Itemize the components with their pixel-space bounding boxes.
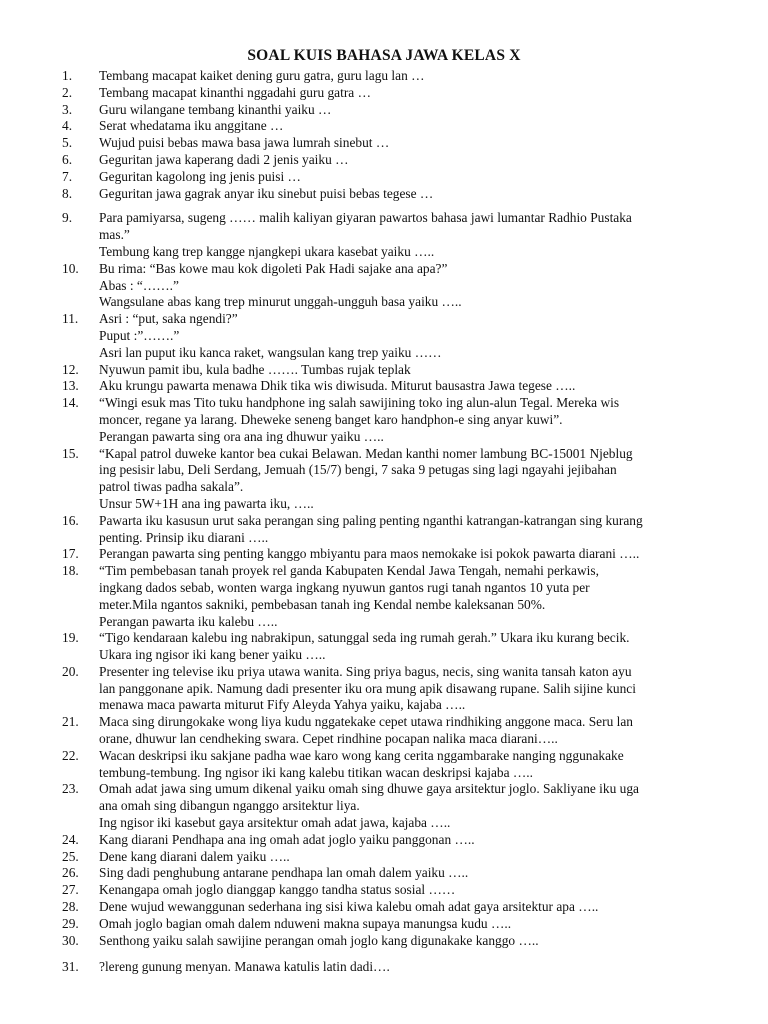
question-text-line: meter.Mila ngantos sakniki, pembebasan tanah ing Kendal nembe kaleksanan 50%.: [99, 596, 546, 612]
question-text-line: Asri : “put, saka ngendi?”: [99, 311, 238, 327]
question-text-line: Tembung kang trep kangge njangkepi ukara kasebat yaiku …..: [99, 243, 435, 259]
question-item: [0, 68, 719, 85]
question-text-line: Maca sing dirungokake wong liya kudu nggatekake cepet utawa rindhiking anggone maca. Seru lan: [99, 714, 633, 730]
question-text-line: Senthong yaiku salah sawijine perangan omah joglo kang digunakake kanggo …..: [99, 932, 539, 948]
question-item: [0, 102, 719, 119]
question-text-line: ana omah sing dibangun nganggo arsitektur liya.: [99, 798, 360, 814]
question-number: 23.: [62, 781, 79, 797]
question-text-line: Dene kang diarani dalem yaiku …..: [99, 848, 290, 864]
question-number: 4.: [62, 118, 73, 134]
question-list: [0, 68, 768, 976]
question-text-line: Kang diarani Pendhapa ana ing omah adat joglo yaiku panggonan …..: [99, 831, 475, 847]
question-text-line: “Wingi esuk mas Tito tuku handphone ing salah sawijining toko ing alun-alun Tegal. Mereka wis: [99, 395, 620, 411]
question-text-line: “Kapal patrol duweke kantor bea cukai Belawan. Medan kanthi nomer lambung BC-15001 Njeblug: [99, 445, 633, 461]
question-number: 14.: [62, 395, 79, 411]
question-item: [0, 563, 719, 630]
question-text-line: Ing ngisor iki kasebut gaya arsitektur omah adat jawa, kajaba …..: [99, 815, 451, 831]
question-item: [0, 261, 719, 311]
question-text-line: penting. Prinsip iku diarani …..: [99, 529, 269, 545]
question-item: [0, 395, 719, 445]
question-item: [0, 933, 719, 950]
question-text-line: orane, dhuwur lan cendheking swara. Cepet rindhine pocapan nalika maca diarani…..: [99, 731, 558, 747]
question-text-line: Asri lan puput iku kanca raket, wangsulan kang trep yaiku ……: [99, 344, 442, 360]
question-item: [0, 781, 719, 831]
question-text-line: tembung-tembung. Ing ngisor iki kang kalebu titikan wacan deskripsi kajaba …..: [99, 764, 533, 780]
question-number: 31.: [62, 959, 79, 975]
question-number: 6.: [62, 151, 73, 167]
question-text-line: Geguritan jawa gagrak anyar iku sinebut puisi bebas tegese …: [99, 185, 434, 201]
question-item: [0, 118, 719, 135]
question-text-line: menawa maca pawarta miturut Fify Aleyda Yahya yaiku, kajaba …..: [99, 697, 466, 713]
question-number: 16.: [62, 512, 79, 528]
question-text-line: Puput :”…….”: [99, 327, 180, 343]
question-text-line: moncer, regane ya larang. Dheweke seneng banget karo handphon-e sing anyar kuwi”.: [99, 411, 563, 427]
question-item: [0, 169, 719, 186]
question-text-line: Tembang macapat kinanthi nggadahi guru gatra …: [99, 84, 371, 100]
question-number: 29.: [62, 915, 79, 931]
question-item: [0, 748, 719, 782]
question-number: 26.: [62, 865, 79, 881]
question-item: [0, 311, 719, 361]
question-text-line: Wacan deskripsi iku sakjane padha wae karo wong kang cerita nggambarake nanging nggunakake: [99, 747, 624, 763]
question-number: 17.: [62, 546, 79, 562]
question-number: 22.: [62, 747, 79, 763]
question-number: 13.: [62, 378, 79, 394]
question-text-line: Para pamiyarsa, sugeng …… malih kaliyan giyaran pawartos bahasa jawi lumantar Radhio Pustaka: [99, 210, 632, 226]
question-item: [0, 899, 719, 916]
document-title: SOAL KUIS BAHASA JAWA KELAS X: [247, 47, 521, 64]
question-item: [0, 446, 719, 513]
question-text-line: Geguritan jawa kaperang dadi 2 jenis yaiku …: [99, 151, 349, 167]
question-number: 12.: [62, 361, 79, 377]
question-number: 30.: [62, 932, 79, 948]
question-number: 2.: [62, 84, 73, 100]
question-text-line: Guru wilangane tembang kinanthi yaiku …: [99, 101, 332, 117]
question-number: 25.: [62, 848, 79, 864]
question-text-line: Wangsulane abas kang trep minurut unggah-ungguh basa yaiku …..: [99, 294, 462, 310]
question-text-line: ing pesisir labu, Deli Serdang, Jemuah (15/7) bengi, 7 saka 9 petugas sing lagi ngayahi jejibahan: [99, 462, 617, 478]
question-item: [0, 882, 719, 899]
question-number: 1.: [62, 68, 73, 83]
question-text-line: Nyuwun pamit ibu, kula badhe ……. Tumbas rujak teplak: [99, 361, 411, 377]
question-item: [0, 152, 719, 169]
question-number: 15.: [62, 445, 79, 461]
question-number: 28.: [62, 899, 79, 915]
question-number: 18.: [62, 563, 79, 579]
question-item: [0, 186, 719, 203]
question-text-line: Serat whedatama iku anggitane …: [99, 118, 284, 134]
question-text-line: ?lereng gunung menyan. Manawa katulis latin dadi….: [99, 959, 390, 975]
question-item: [0, 85, 719, 102]
question-item: [0, 916, 719, 933]
question-item: [0, 135, 719, 152]
question-text-line: Geguritan kagolong ing jenis puisi …: [99, 168, 301, 184]
question-item: [0, 546, 719, 563]
question-text-line: “Tigo kendaraan kalebu ing nabrakipun, satunggal seda ing rumah gerah.” Ukara iku kurang becik.: [99, 630, 630, 646]
question-number: 9.: [62, 210, 73, 226]
question-text-line: Sing dadi penghubung antarane pendhapa lan omah dalem yaiku …..: [99, 865, 469, 881]
question-text-line: Presenter ing televise iku priya utawa wanita. Sing priya bagus, necis, sing wanita tansah katon ayu: [99, 663, 632, 679]
question-text-line: Omah joglo bagian omah dalem nduweni makna supaya manungsa kudu …..: [99, 915, 512, 931]
question-number: 21.: [62, 714, 79, 730]
question-text-line: mas.”: [99, 227, 130, 243]
question-item: [0, 513, 719, 547]
question-text-line: “Tim pembebasan tanah proyek rel ganda Kabupaten Kendal Jawa Tengah, nemahi perkawis,: [99, 563, 599, 579]
question-text-line: Dene wujud wewanggunan sederhana ing sisi kiwa kalebu omah adat gaya arsitektur apa …..: [99, 899, 599, 915]
question-text-line: Wujud puisi bebas mawa basa jawa lumrah sinebut …: [99, 135, 390, 151]
question-item: [0, 832, 719, 849]
question-item: [0, 849, 719, 866]
question-number: 11.: [62, 311, 79, 327]
question-text-line: Perangan pawarta sing ora ana ing dhuwur yaiku …..: [99, 428, 384, 444]
question-item: [0, 714, 719, 748]
question-text-line: ingkang dados sebab, wonten warga ingkang nyuwun gantos rugi tanah ngantos 10 yuta per: [99, 579, 590, 595]
question-text-line: Omah adat jawa sing umum dikenal yaiku omah sing dhuwe gaya arsitektur joglo. Sakliyane iku uga: [99, 781, 639, 797]
question-number: 24.: [62, 831, 79, 847]
question-item: [0, 630, 719, 664]
question-number: 8.: [62, 185, 73, 201]
question-text-line: Bu rima: “Bas kowe mau kok digoleti Pak Hadi sajake ana apa?”: [99, 260, 448, 276]
question-text-line: lan panggonane apik. Namung dadi presenter iku ora mung apik disawang rupane. Salih sijine kunci: [99, 680, 636, 696]
question-number: 27.: [62, 882, 79, 898]
question-item: [0, 362, 719, 379]
question-number: 3.: [62, 101, 73, 117]
question-text-line: Pawarta iku kasusun urut saka perangan sing paling penting nganthi katrangan-katrangan sing kurang: [99, 512, 643, 528]
question-number: 10.: [62, 260, 79, 276]
question-item: [0, 664, 719, 714]
question-text-line: Kenangapa omah joglo dianggap kanggo tandha status sosial ……: [99, 882, 456, 898]
question-text-line: Perangan pawarta sing penting kanggo mbiyantu para maos nemokake isi pokok pawarta diarani …..: [99, 546, 640, 562]
question-text-line: Unsur 5W+1H ana ing pawarta iku, …..: [99, 495, 314, 511]
question-number: 20.: [62, 663, 79, 679]
question-item: [0, 378, 719, 395]
question-text-line: Perangan pawarta iku kalebu …..: [99, 613, 278, 629]
question-text-line: Tembang macapat kaiket dening guru gatra, guru lagu lan …: [99, 68, 425, 83]
question-item: [0, 959, 719, 976]
question-number: 5.: [62, 135, 73, 151]
question-text-line: Abas : “…….”: [99, 277, 179, 293]
question-text-line: Ukara ing ngisor iki kang bener yaiku …..: [99, 647, 326, 663]
question-item: [0, 210, 719, 260]
question-number: 19.: [62, 630, 79, 646]
question-number: 7.: [62, 168, 73, 184]
question-text-line: patrol tiwas padha sakala”.: [99, 479, 244, 495]
question-text-line: Aku krungu pawarta menawa Dhik tika wis diwisuda. Miturut bausastra Jawa tegese …..: [99, 378, 576, 394]
question-item: [0, 865, 719, 882]
